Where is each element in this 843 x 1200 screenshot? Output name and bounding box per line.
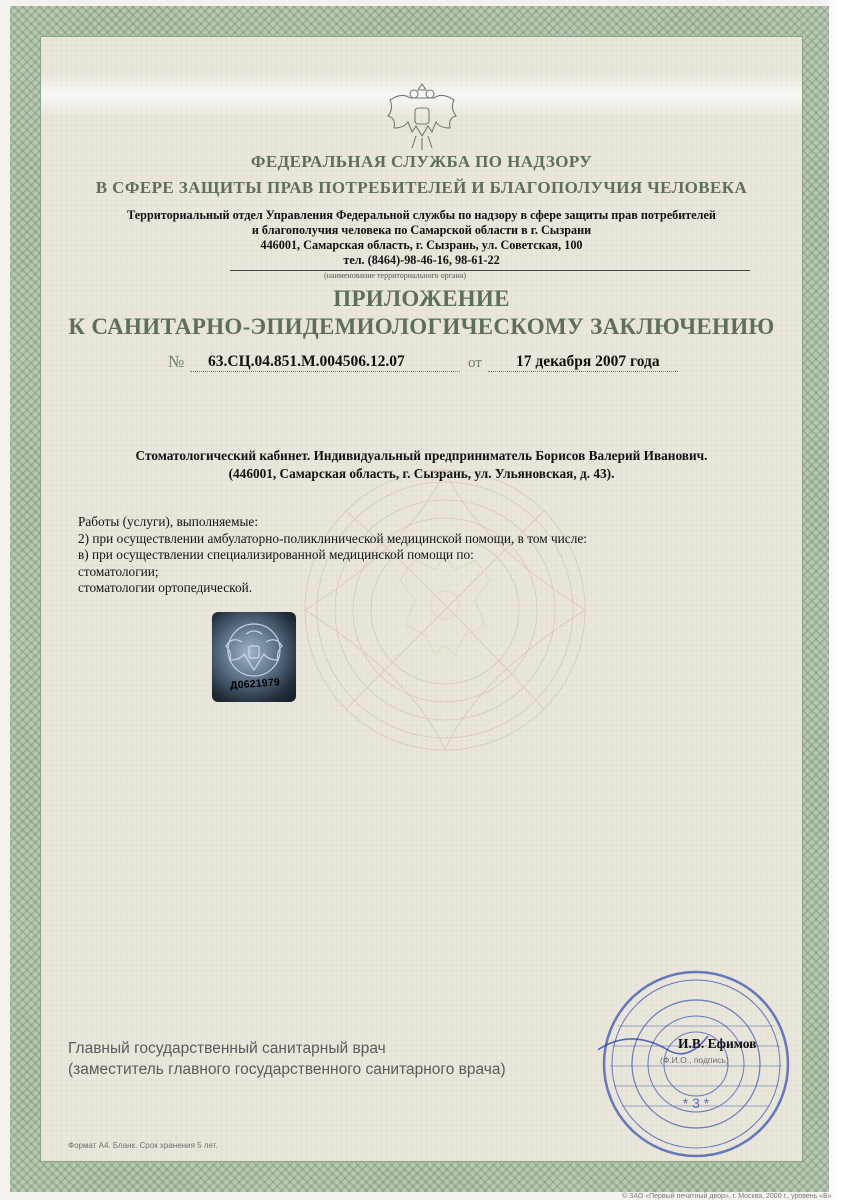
svg-text:* 3 *: * 3 * <box>682 1095 710 1111</box>
hologram-sticker <box>212 612 296 702</box>
organization-block <box>80 447 763 483</box>
department-line: и благополучия человека по Самарской области в г. Сызрани <box>251 223 592 237</box>
agency-title-line1: ФЕДЕРАЛЬНАЯ СЛУЖБА ПО НАДЗОРУ <box>250 152 593 171</box>
document-number-line <box>168 352 688 374</box>
hologram-serial: Д0621979 <box>229 676 281 692</box>
signer-name: И.В. Ефимов <box>678 1036 757 1051</box>
works-item: 2) при осуществлении амбулаторно-поликлинической медицинской помощи, в том числе: <box>78 530 587 546</box>
dotted-underline <box>190 371 460 372</box>
number-label: № <box>168 352 185 371</box>
signatory-role-note: (заместитель главного государственного санитарного врача) <box>68 1061 506 1078</box>
agency-title-line2: В СФЕРЕ ЗАЩИТЫ ПРАВ ПОТРЕБИТЕЛЕЙ И БЛАГОПОЛУЧИЯ ЧЕЛОВЕКА <box>95 178 748 197</box>
signatory-role: Главный государственный санитарный врач <box>68 1040 386 1057</box>
background-rosette-emblem <box>295 460 595 760</box>
document-subtitle: К САНИТАРНО-ЭПИДЕМИОЛОГИЧЕСКОМУ ЗАКЛЮЧЕНИЮ <box>68 314 775 339</box>
department-address: 446001, Самарская область, г. Сызрань, ул. Советская, 100 <box>260 238 583 252</box>
page-edge <box>829 0 843 1200</box>
organization-name: Стоматологический кабинет. Индивидуальный предприниматель Борисов Валерий Иванович. <box>135 448 708 463</box>
document-date: 17 декабря 2007 года <box>516 353 660 370</box>
date-label: от <box>468 355 482 371</box>
works-heading: Работы (услуги), выполняемые: <box>78 514 259 529</box>
coat-of-arms-icon <box>382 78 462 156</box>
works-item: в) при осуществлении специализированной медицинской помощи по: <box>78 547 474 562</box>
department-caption: (наименование территориального органа) <box>324 271 466 280</box>
signature-caption: (Ф.И.О., подпись) <box>660 1055 729 1065</box>
dotted-underline <box>488 371 678 372</box>
works-list <box>78 514 718 597</box>
printer-note: © ЗАО «Первый печатный двор», г. Москва, 2000 г., уровень «Б» <box>622 1193 832 1200</box>
document-title: ПРИЛОЖЕНИЕ <box>333 286 510 311</box>
organization-address: (446001, Самарская область, г. Сызрань, ул. Ульяновская, д. 43). <box>228 466 615 481</box>
document-number: 63.СЦ.04.851.М.004506.12.07 <box>208 353 405 370</box>
works-item: стоматологии; <box>78 563 159 579</box>
form-note: Формат А4. Бланк. Срок хранения 5 лет. <box>68 1141 218 1150</box>
works-item: стоматологии ортопедической. <box>78 580 253 595</box>
department-line: Территориальный отдел Управления Федеральной службы по надзору в сфере защиты прав потребителей <box>127 208 716 222</box>
department-phone: тел. (8464)-98-46-16, 98-61-22 <box>343 253 500 267</box>
